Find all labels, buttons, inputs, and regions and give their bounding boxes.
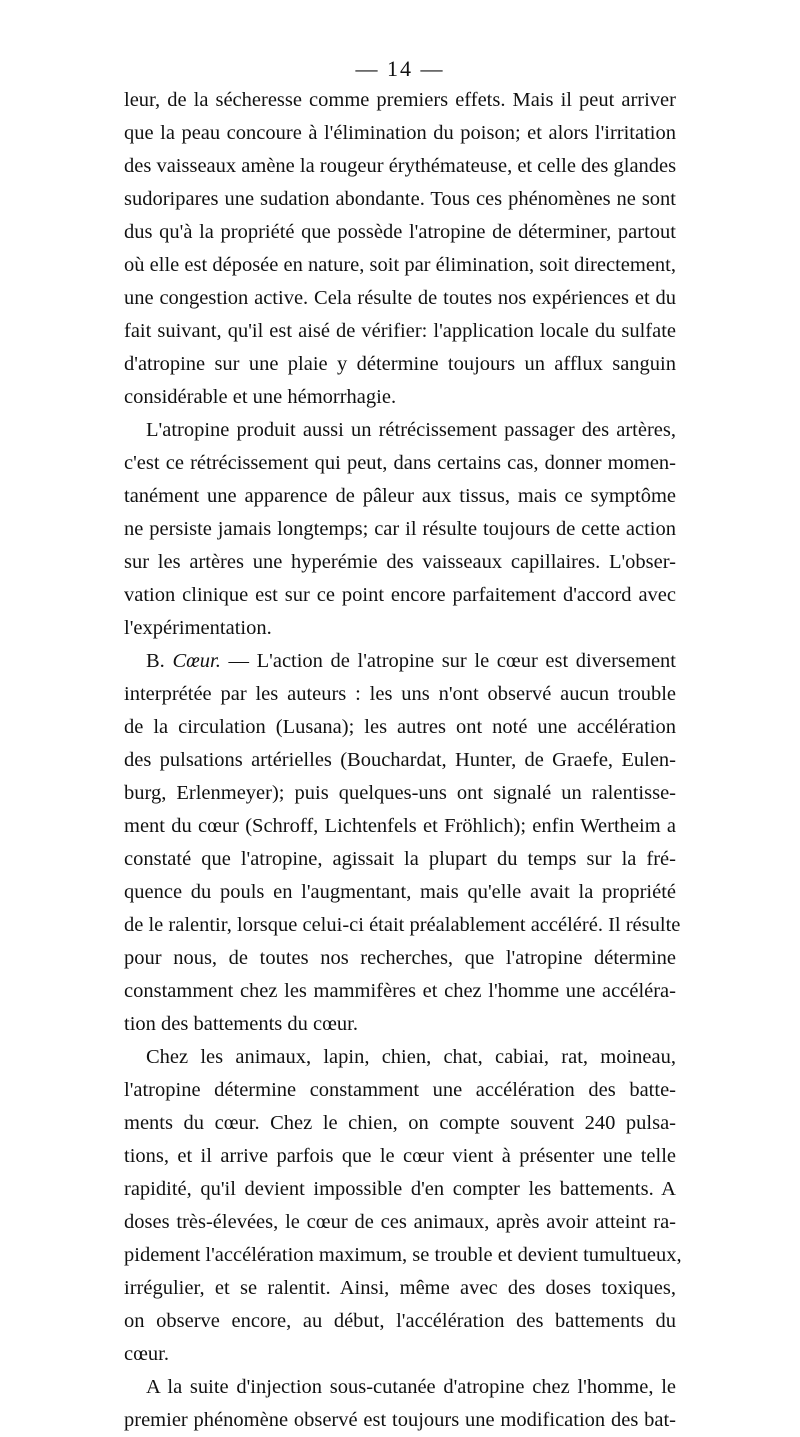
text-line: de le ralentir, lorsque celui-ci était préalablement accéléré. Il résulte <box>124 914 681 936</box>
text-line: fait suivant, qu'il est aisé de vérifier: l'application locale du sulfate <box>124 320 676 342</box>
text-line: l'expérimentation. <box>124 617 272 639</box>
text-line: des pulsations artérielles (Bouchardat, Hunter, de Graefe, Eulen- <box>124 749 676 771</box>
text-line: on observe encore, au début, l'accélération des battements du <box>124 1310 676 1332</box>
text-line: tions, et il arrive parfois que le cœur vient à présenter une telle <box>124 1145 676 1167</box>
text-line: tanément une apparence de pâleur aux tissus, mais ce symptôme <box>124 485 676 507</box>
text-line: interprétée par les auteurs : les uns n'ont observé aucun trouble <box>124 683 676 705</box>
text-line: constaté que l'atropine, agissait la plupart du temps sur la fré- <box>124 848 676 870</box>
text-line: A la suite d'injection sous-cutanée d'atropine chez l'homme, le <box>146 1376 676 1398</box>
text-line: cœur. <box>124 1343 169 1365</box>
text-line: dus qu'à la propriété que possède l'atropine de déterminer, partout <box>124 221 676 243</box>
text-line: leur, de la sécheresse comme premiers effets. Mais il peut arriver <box>124 89 676 111</box>
text-line: ne persiste jamais longtemps; car il résulte toujours de cette action <box>124 518 676 540</box>
text-line: où elle est déposée en nature, soit par élimination, soit directement, <box>124 254 676 276</box>
text-line: l'atropine détermine constamment une accélération des batte- <box>124 1079 676 1101</box>
section-line <box>124 645 676 678</box>
body-text <box>124 84 682 1437</box>
text-line: de la circulation (Lusana); les autres ont noté une accélération <box>124 716 676 738</box>
text-line: L'atropine produit aussi un rétrécissement passager des artères, <box>146 419 676 441</box>
text-line: c'est ce rétrécissement qui peut, dans certains cas, donner momen- <box>124 452 676 474</box>
text-line: pidement l'accélération maximum, se trouble et devient tumultueux, <box>124 1244 682 1266</box>
text-line: — L'action de l'atropine sur le cœur est diversement <box>228 650 676 672</box>
text-line: Chez les animaux, lapin, chien, chat, cabiai, rat, moineau, <box>146 1046 676 1068</box>
text-line: irrégulier, et se ralentit. Ainsi, même avec des doses toxiques, <box>124 1277 676 1299</box>
text-line: des vaisseaux amène la rougeur érythémateuse, et celle des glandes <box>124 155 677 177</box>
text-line: ments du cœur. Chez le chien, on compte souvent 240 pulsa- <box>124 1112 676 1134</box>
text-line: une congestion active. Cela résulte de toutes nos expériences et du <box>124 287 676 309</box>
text-line: premier phénomène observé est toujours une modification des bat- <box>124 1409 676 1431</box>
text-line: rapidité, qu'il devient impossible d'en compter les battements. A <box>124 1178 676 1200</box>
text-line: pour nous, de toutes nos recherches, que l'atropine détermine <box>124 947 676 969</box>
text-line: tion des battements du cœur. <box>124 1013 358 1035</box>
text-line: doses très-élevées, le cœur de ces animaux, après avoir atteint ra- <box>124 1211 676 1233</box>
text-line: sur les artères une hyperémie des vaisseaux capillaires. L'obser- <box>124 551 676 573</box>
text-line: quence du pouls en l'augmentant, mais qu'elle avait la propriété <box>124 881 676 903</box>
section-heading: Cœur. <box>172 650 221 672</box>
section-marker: B. <box>146 650 165 672</box>
text-line: sudoripares une sudation abondante. Tous ces phénomènes ne sont <box>124 188 676 210</box>
text-line: ment du cœur (Schroff, Lichtenfels et Fröhlich); enfin Wertheim a <box>124 815 676 837</box>
page-number: — 14 — <box>355 56 445 81</box>
text-line: constamment chez les mammifères et chez l'homme une accéléra- <box>124 980 676 1002</box>
text-line: d'atropine sur une plaie y détermine toujours un afflux sanguin <box>124 353 676 375</box>
text-line: burg, Erlenmeyer); puis quelques-uns ont signalé un ralentisse- <box>124 782 676 804</box>
text-line: vation clinique est sur ce point encore parfaitement d'accord avec <box>124 584 676 606</box>
text-line: que la peau concoure à l'élimination du poison; et alors l'irritation <box>124 122 676 144</box>
text-line: considérable et une hémorrhagie. <box>124 386 397 408</box>
